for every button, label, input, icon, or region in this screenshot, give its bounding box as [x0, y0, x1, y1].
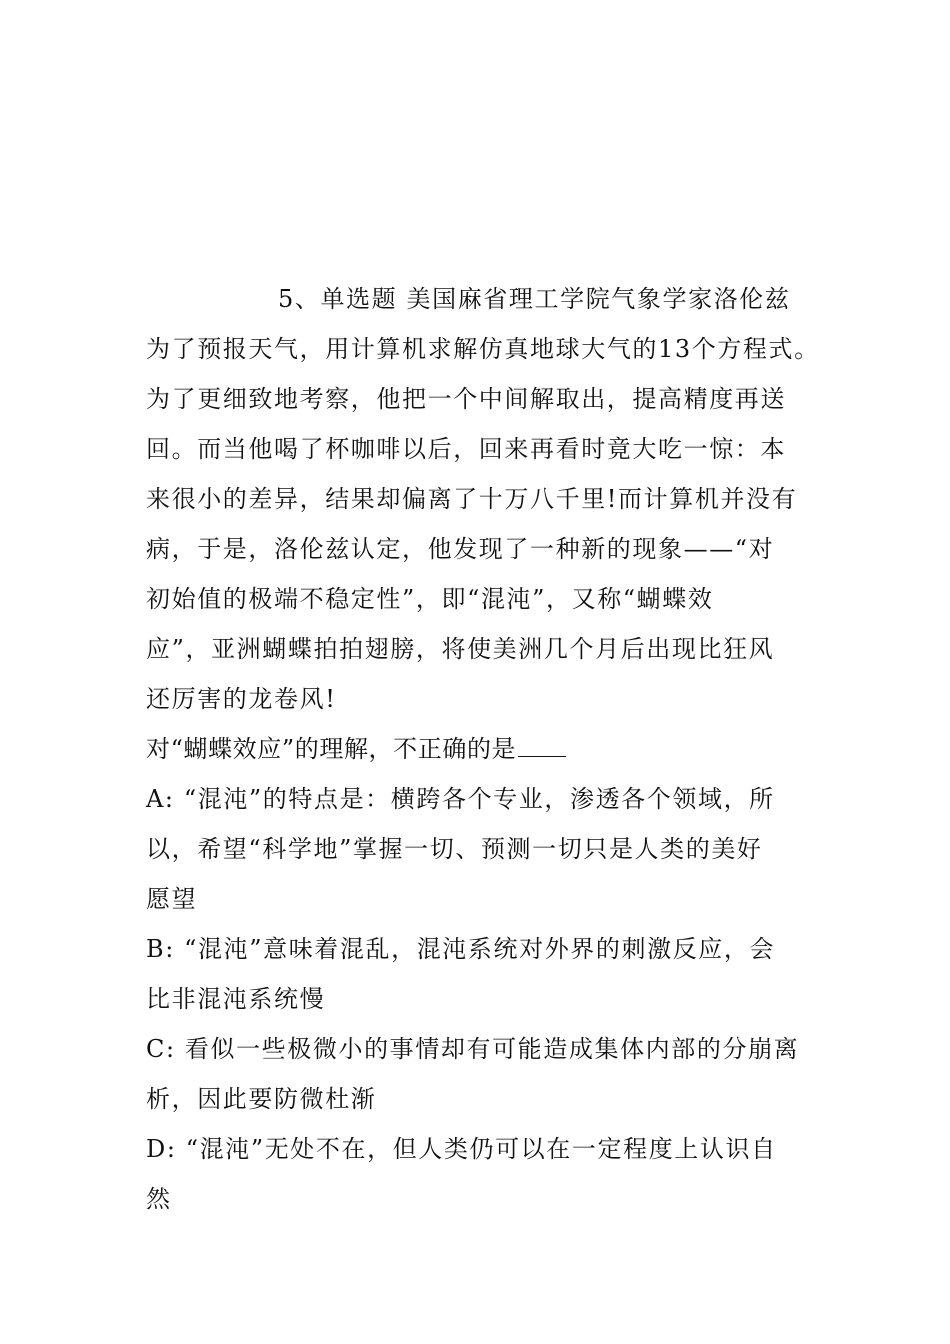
option-d-line: 然	[146, 1185, 172, 1213]
option-c-line: 析，因此要防微杜渐	[146, 1085, 377, 1113]
option-c-line: C: 看似一些极微小的事情却有可能造成集体内部的分崩离	[146, 1035, 800, 1063]
question-stem-line: 病，于是，洛伦兹认定，他发现了一种新的现象——“对	[146, 535, 775, 563]
option-a-line: 愿望	[146, 885, 198, 913]
question-stem-line: 回。而当他喝了杯咖啡以后，回来再看时竟大吃一惊：本	[146, 435, 786, 463]
option-a-line: 以，希望“科学地”掌握一切、预测一切只是人类的美好	[146, 835, 763, 863]
option-a-line: A: “混沌”的特点是：横跨各个专业，渗透各个领域，所	[146, 785, 775, 813]
option-d-line: D: “混沌”无处不在，但人类仍可以在一定程度上认识自	[146, 1135, 777, 1163]
answer-blank	[518, 734, 566, 757]
question-stem-line: 还厉害的龙卷风!	[146, 685, 337, 713]
option-b-line: 比非混沌系统慢	[146, 985, 326, 1013]
question-stem-line: 初始值的极端不稳定性”，即“混沌”，又称“蝴蝶效	[146, 585, 714, 613]
question-stem-line: 5、单选题 美国麻省理工学院气象学家洛伦兹	[278, 285, 791, 313]
question-stem-line: 为了预报天气，用计算机求解仿真地球大气的13个方程式。	[146, 335, 820, 363]
question-prompt-text: 对“蝴蝶效应”的理解，不正确的是	[146, 735, 517, 763]
question-stem-line: 为了更细致地考察，他把一个中间解取出，提高精度再送	[146, 385, 786, 413]
option-b-line: B: “混沌”意味着混乱，混沌系统对外界的刺激反应，会	[146, 935, 776, 963]
question-stem-line: 来很小的差异，结果却偏离了十万八千里!而计算机并没有	[146, 485, 798, 513]
question-stem-line: 应”，亚洲蝴蝶拍拍翅膀，将使美洲几个月后出现比狂风	[146, 635, 775, 663]
question-prompt	[146, 724, 566, 774]
